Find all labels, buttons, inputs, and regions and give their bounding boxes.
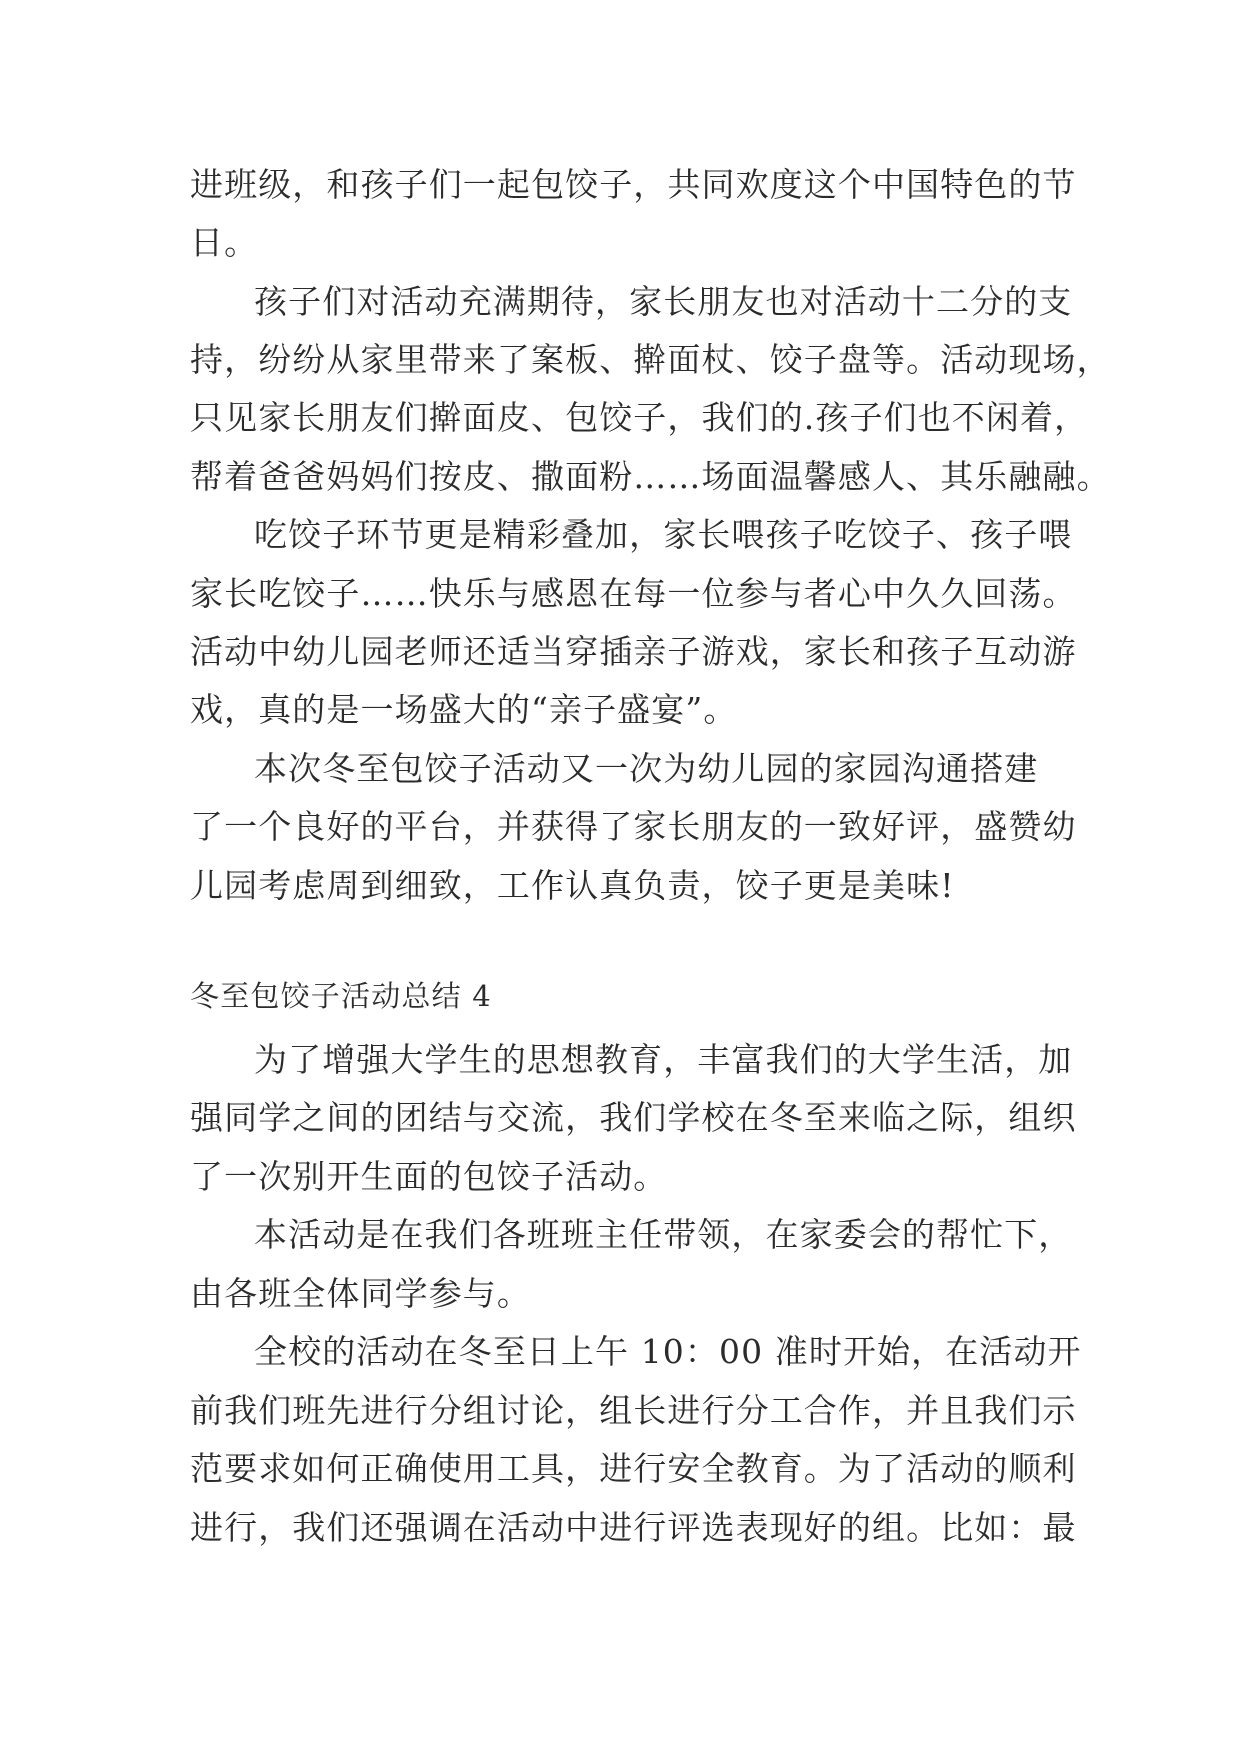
section-title: 冬至包饺子活动总结 4 xyxy=(190,979,492,1013)
paragraph-line: 家长吃饺子……快乐与感恩在每一位参与者心中久久回荡。 xyxy=(190,574,1077,613)
paragraph-line: 只见家长朋友们擀面皮、包饺子，我们的.孩子们也不闲着， xyxy=(190,398,1089,437)
paragraph-line: 由各班全体同学参与。 xyxy=(190,1274,531,1313)
paragraph-line: 孩子们对活动充满期待，家长朋友也对活动十二分的支 xyxy=(254,282,1073,321)
paragraph-line: 了一个良好的平台，并获得了家长朋友的一致好评，盛赞幼 xyxy=(190,807,1077,846)
paragraph-line: 进行，我们还强调在活动中进行评选表现好的组。比如：最 xyxy=(190,1508,1077,1547)
paragraph-line: 强同学之间的团结与交流，我们学校在冬至来临之际，组织 xyxy=(190,1098,1077,1137)
paragraph-line: 吃饺子环节更是精彩叠加，家长喂孩子吃饺子、孩子喂 xyxy=(254,515,1073,554)
paragraph-line: 范要求如何正确使用工具，进行安全教育。为了活动的顺利 xyxy=(190,1449,1077,1488)
paragraph-line: 本次冬至包饺子活动又一次为幼儿园的家园沟通搭建 xyxy=(254,749,1039,788)
paragraph-line: 前我们班先进行分组讨论，组长进行分工合作，并且我们示 xyxy=(190,1391,1077,1430)
paragraph-line: 持，纷纷从家里带来了案板、擀面杖、饺子盘等。活动现场， xyxy=(190,340,1111,379)
paragraph-line: 儿园考虑周到细致，工作认真负责，饺子更是美味! xyxy=(190,866,955,905)
paragraph-line: 了一次别开生面的包饺子活动。 xyxy=(190,1157,668,1196)
paragraph-line: 帮着爸爸妈妈们按皮、撒面粉……场面温馨感人、其乐融融。 xyxy=(190,457,1111,496)
paragraph-line: 戏，真的是一场盛大的“亲子盛宴”。 xyxy=(190,690,738,729)
paragraph-line: 日。 xyxy=(190,223,259,262)
paragraph-line: 本活动是在我们各班班主任带领，在家委会的帮忙下， xyxy=(254,1215,1073,1254)
paragraph-line: 全校的活动在冬至日上午 10：00 准时开始，在活动开 xyxy=(254,1332,1082,1371)
paragraph-line: 为了增强大学生的思想教育，丰富我们的大学生活，加 xyxy=(254,1040,1073,1079)
paragraph-line: 活动中幼儿园老师还适当穿插亲子游戏，家长和孩子互动游 xyxy=(190,632,1077,671)
paragraph-line: 进班级，和孩子们一起包饺子，共同欢度这个中国特色的节 xyxy=(190,165,1077,204)
